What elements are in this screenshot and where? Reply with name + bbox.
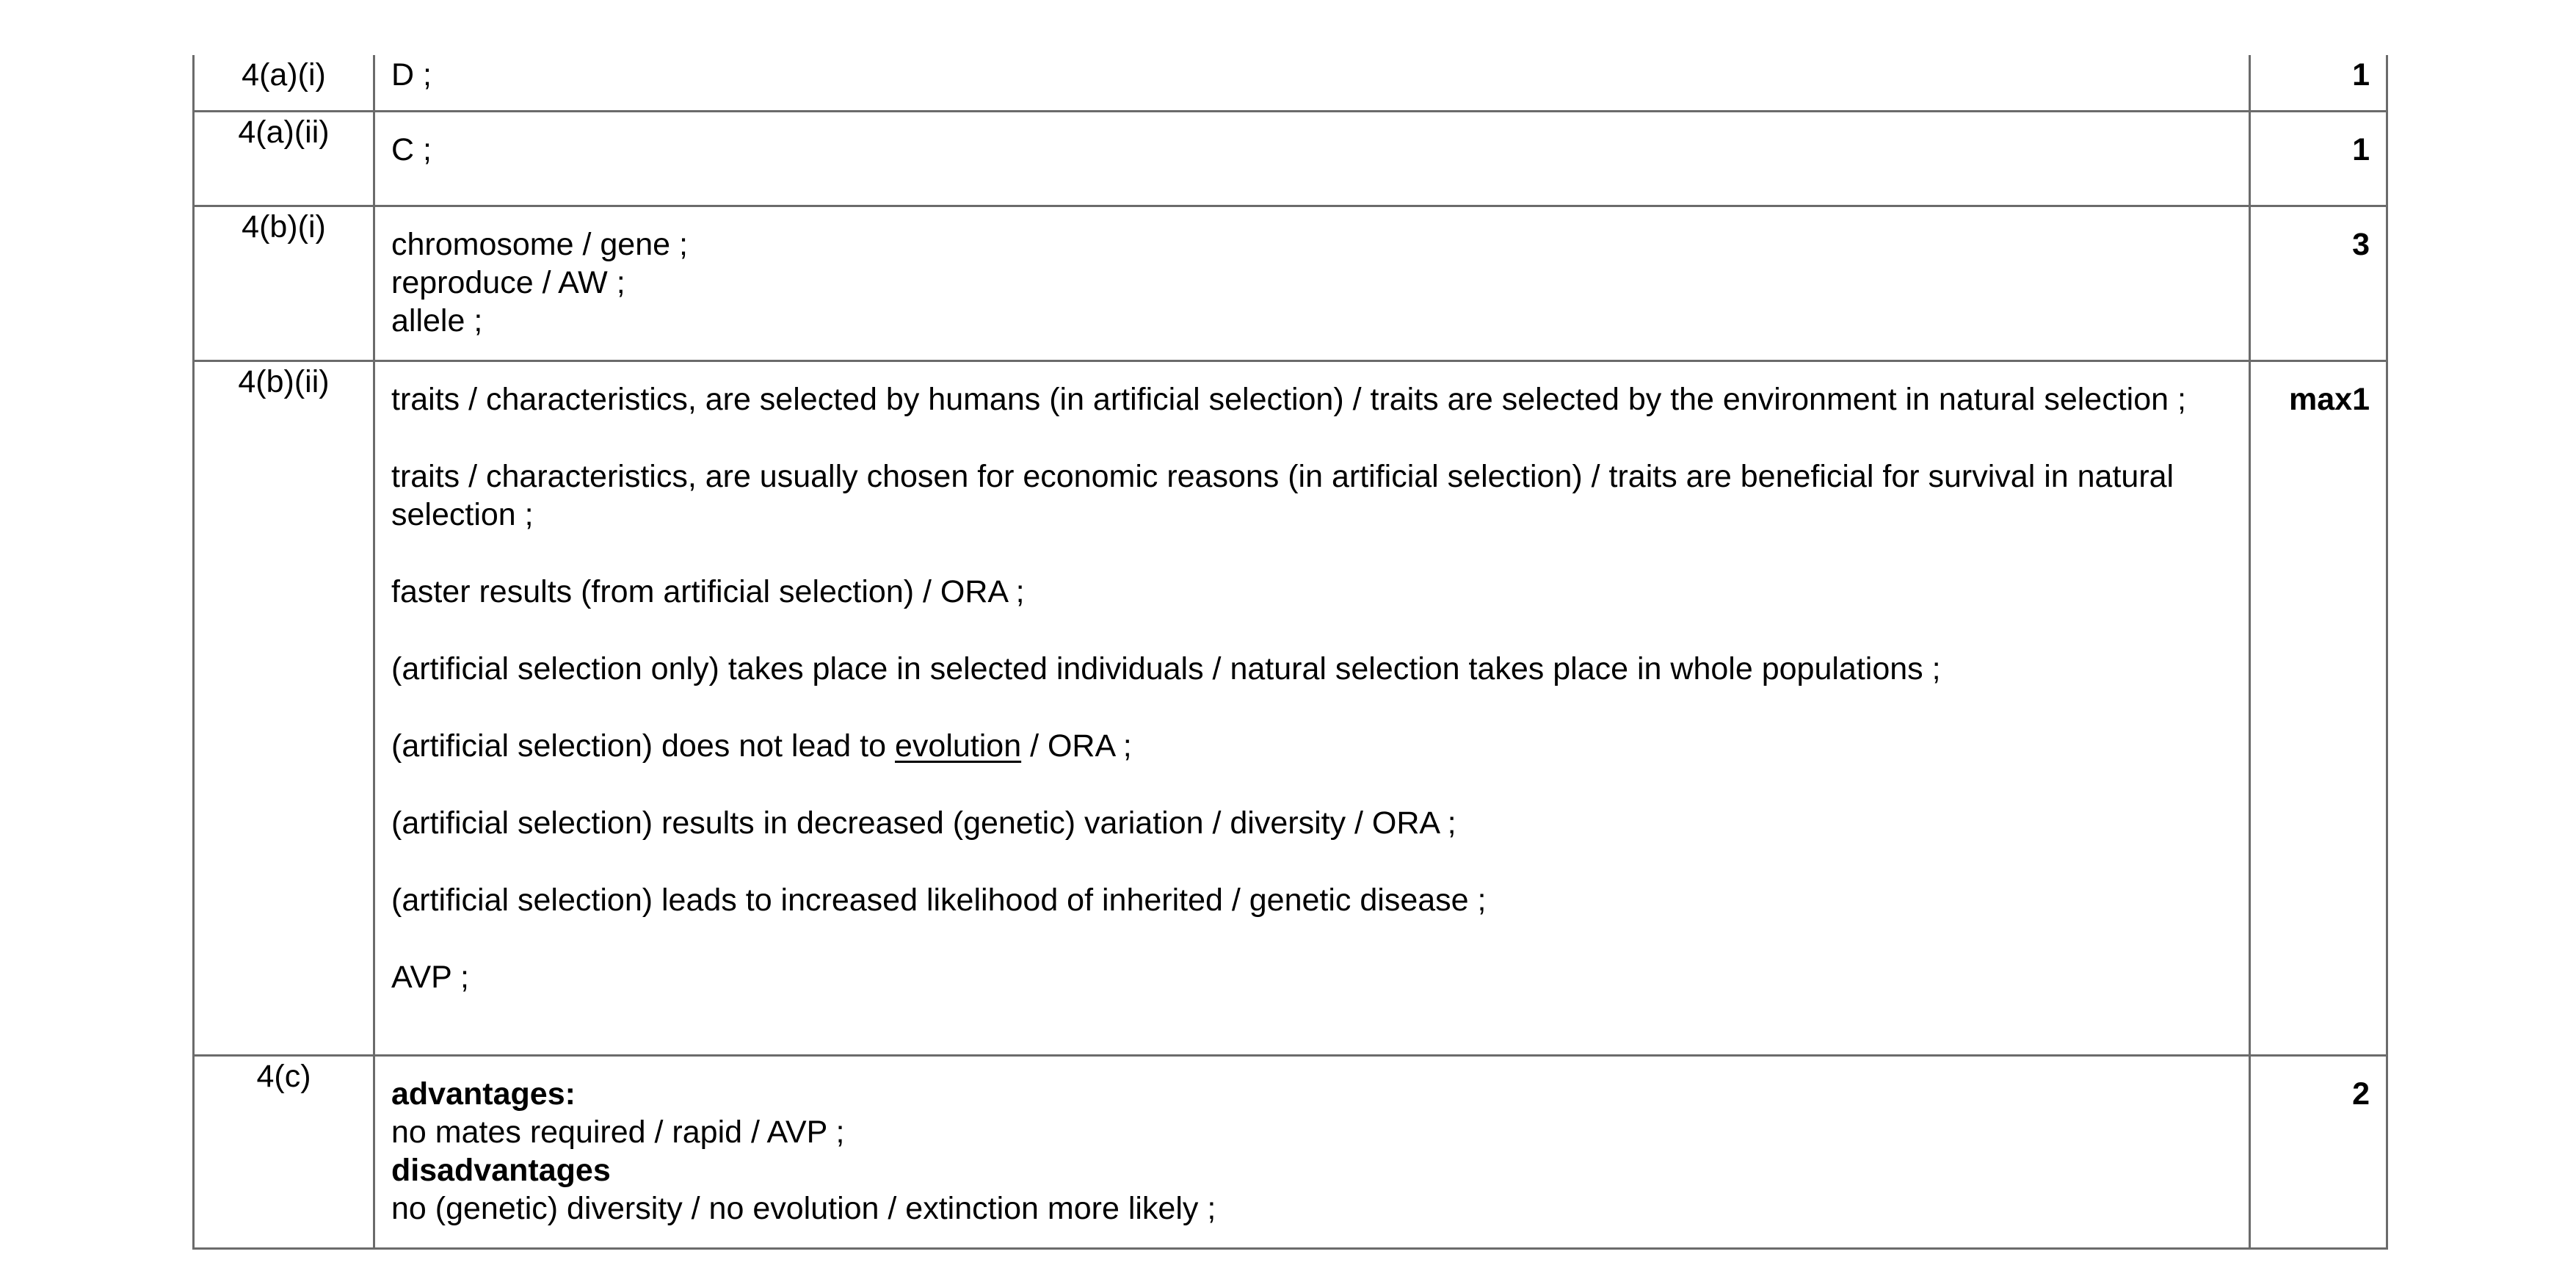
answer-line: allele ; [391, 303, 483, 338]
marks-cell: 2 [2250, 1056, 2387, 1249]
advantages-heading: advantages: [391, 1076, 576, 1112]
marks-cell: 3 [2250, 206, 2387, 361]
question-number: 4(a)(ii) [194, 112, 374, 206]
answer-text: C ; [391, 132, 432, 167]
answer-cell [374, 1056, 2250, 1249]
answer-text: D ; [391, 57, 432, 93]
table-row [194, 361, 2387, 1056]
question-number: 4(b)(i) [194, 206, 374, 361]
answer-point-tail: / ORA ; [1030, 728, 1132, 764]
answer-point: traits / characteristics, are usually chosen for economic reasons (in artificial selection) / traits are beneficial for survival in natural selection ; [391, 459, 2174, 532]
answer-point: (artificial selection) results in decreased (genetic) variation / diversity / ORA ; [391, 805, 1456, 841]
disadvantages-text: no (genetic) diversity / no evolution / extinction more likely ; [391, 1191, 1216, 1226]
answer-cell [374, 112, 2250, 206]
answer-point: faster results (from artificial selection) / ORA ; [391, 574, 1025, 609]
marks-cell: 1 [2250, 112, 2387, 206]
marks-cell: max1 [2250, 361, 2387, 1056]
underlined-keyword: evolution [894, 728, 1022, 764]
table-row [194, 55, 2387, 112]
marks-cell: 1 [2250, 55, 2387, 112]
answer-line: reproduce / AW ; [391, 265, 625, 300]
disadvantages-heading: disadvantages [391, 1153, 611, 1188]
answer-point: AVP ; [391, 960, 469, 995]
question-number: 4(b)(ii) [194, 361, 374, 1056]
table-row [194, 112, 2387, 206]
answer-cell [374, 206, 2250, 361]
answer-point: traits / characteristics, are selected by humans (in artificial selection) / traits are selected by the environment in natural selection ; [391, 382, 2186, 417]
question-number: 4(c) [194, 1056, 374, 1249]
answer-point: (artificial selection) leads to increased likelihood of inherited / genetic disease ; [391, 883, 1487, 918]
answer-cell [374, 361, 2250, 1056]
answer-point [391, 727, 2219, 765]
table-row [194, 1056, 2387, 1249]
answer-line: chromosome / gene ; [391, 227, 688, 262]
mark-scheme-table [192, 55, 2388, 1250]
question-number: 4(a)(i) [194, 55, 374, 112]
table-row [194, 206, 2387, 361]
answer-point: (artificial selection only) takes place in selected individuals / natural selection takes place in whole populations ; [391, 651, 1941, 686]
advantages-text: no mates required / rapid / AVP ; [391, 1115, 845, 1150]
answer-cell [374, 55, 2250, 112]
answer-point-text: (artificial selection) does not lead to [391, 728, 887, 764]
